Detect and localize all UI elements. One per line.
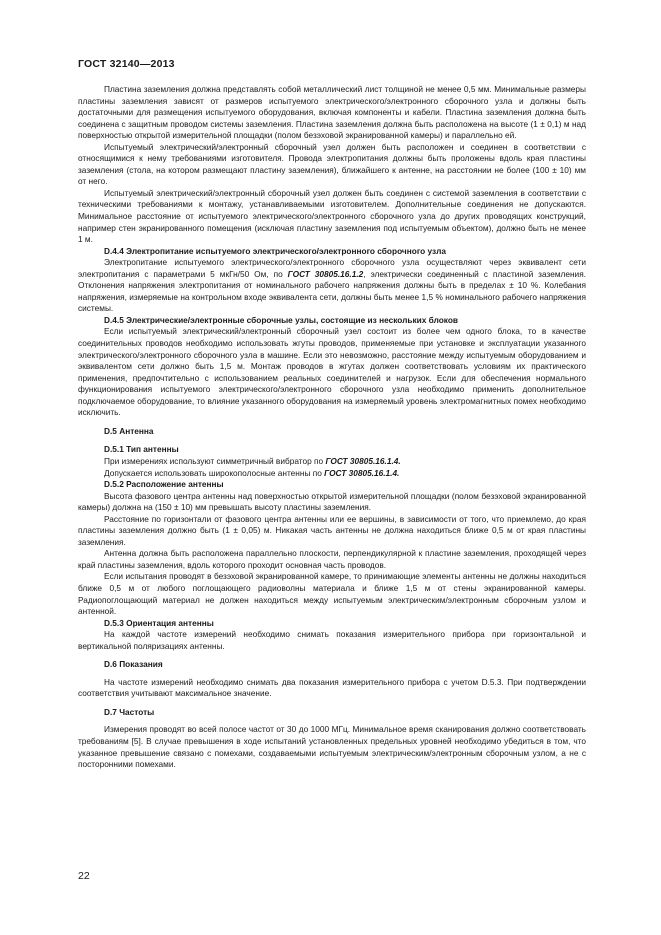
paragraph: Испытуемый электрический/электронный сборочный узел должен быть соединен с системой заземления в соответствии с техническими требованиями к монтажу, устанавливаемыми изготовителем. Дополнительные соединения не допускаются. Минимальное расстояние от испытуемого электрического/электронного сборочного узла до других проводящих конструкций, например стен экранированного помещения (исключая пластину заземления под испытуемым объектом), должно быть не менее 1 м. — [78, 187, 586, 245]
document-body — [78, 84, 586, 771]
section-heading: D.5 Антенна — [104, 425, 154, 436]
paragraph: Расстояние по горизонтали от фазового центра антенны или ее вершины, в зависимости от того, что приемлемо, до края пластины заземления должно быть (1 ± 0,05) м. Никакая часть антенны не должна находиться ближе 0,5 м от края пластины заземления. — [78, 513, 586, 547]
paragraph: Если испытания проводят в безэховой экранированной камере, то принимающие элементы антенны не должны находиться ближе 0,5 м от любого поглощающего радиоволны материала и ближе 1,5 м от стены экранированной камеры. Радиопоглощающий материал не должен находиться между испытуемым электрическим/электронным сборочным узлом и антенной. — [78, 571, 586, 617]
standard-reference: ГОСТ 30805.16.1.4. — [325, 455, 401, 466]
paragraph: Высота фазового центра антенны над поверхностью открытой измерительной площадки (полом безэховой экранированной камеры) должна на (150 ± 10) мм превышать высоту пластины заземления. — [78, 490, 586, 513]
paragraph: Пластина заземления должна представлять собой металлический лист толщиной не менее 0,5 мм. Минимальные размеры пластины заземления зависят от размеров испытуемого электрического/электронного сборочного узла и должны быть достаточными для размещения испытуемого оборудования, включая компоненты и кабели. Пластина заземления должна быть соединена с защитным проводом системы заземления. Пластина заземления должна быть расположена на высоте (1 ± 0,1) м над поверхностью открытой измерительной площадки (полом безэховой экранированной камеры) и параллельно ей. — [78, 84, 586, 141]
paragraph: Антенна должна быть расположена параллельно плоскости, перпендикулярной к пластине заземления, проходящей через край пластины заземления, вдоль которого проходит основная часть проводов. — [78, 548, 586, 570]
section-heading: D.5.2 Расположение антенны — [104, 479, 224, 490]
section-heading: D.6 Показания — [104, 659, 163, 670]
paragraph-text: При измерениях используют симметричный вибратор по — [104, 455, 326, 466]
paragraph-text: Электропитание испытуемого электрического/электронного сборочного узла осуществляют через эквивалент сети электропитания с параметрами 5 мкГн/50 Ом, по — [78, 257, 586, 279]
paragraph: На каждой частоте измерений необходимо снимать показания измерительного прибора при горизонтальной и вертикальной поляризациях антенны. — [78, 629, 586, 651]
paragraph: Испытуемый электрический/электронный сборочный узел должен быть расположен и соединен в соответствии с относящимися к нему требованиями изготовителя. Провода электропитания должны быть проложены вдоль края пластины заземления (стола, на котором размещают пластину заземления), ближайшего к антенне, на расстоянии не более (100 ± 10) мм от него. — [78, 141, 586, 187]
paragraph — [78, 456, 586, 468]
paragraph: Измерения проводят во всей полосе частот от 30 до 1000 МГц. Минимальное время сканирования должно соответствовать требованиям [5]. В случае превышения в ходе испытаний установленных предельных уровней необходимо убедиться в том, что указанное превышение связано с помехами, создаваемыми испытуемым электрическим/электронным сборочным узлом, а не с посторонними помехами. — [78, 724, 586, 770]
section-heading: D.5.3 Ориентация антенны — [104, 617, 214, 628]
section-heading: D.4.4 Электропитание испытуемого электрического/электронного сборочного узла — [104, 245, 446, 256]
section-heading: D.4.5 Электрические/электронные сборочные узлы, состоящие из нескольких блоков — [104, 314, 459, 325]
paragraph-text: Допускается использовать широкополосные антенны по — [104, 467, 325, 478]
paragraph-text: , электрически соединенный с пластиной заземления. Отклонения напряжения электропитания от номинального рабочего напряжения должны быть в пределах ± 10 %. Колебания напряжения, измеряемые на контрольном входе эквивалента сети, должны быть менее 1,5 % номинального рабочего напряжения системы. — [78, 268, 586, 314]
standard-reference: ГОСТ 30805.16.1.2 — [287, 268, 364, 279]
section-heading: D.5.1 Тип антенны — [104, 444, 179, 455]
paragraph — [78, 468, 586, 480]
paragraph — [78, 257, 586, 315]
standard-reference: ГОСТ 30805.16.1.4. — [324, 467, 400, 478]
page-number: 22 — [78, 870, 90, 882]
paragraph: Если испытуемый электрический/электронный сборочный узел состоит из более чем одного блока, то в качестве соединительных проводов необходимо использовать жгуты проводов, применяемые при установке и эксплуатации указанного электрического/электронного сборочного узла в машине. Если это невозможно, расстояние между испытуемым оборудованием и эквивалентом сети должно быть 1,5 м. Монтаж проводов в жгутах должен соответствовать условиям их практического применения, предпочтительно с использованием реальных соединителей и нагрузок. Если для обеспечения нормального функционирования испытуемого электрического/электронного сборочного узла необходимо применить дополнительное подключаемое оборудование, то влияние указанного оборудования на измеряемый уровень электромагнитных помех необходимо исключить. — [78, 326, 586, 418]
section-heading: D.7 Частоты — [104, 706, 155, 717]
paragraph: На частоте измерений необходимо снимать два показания измерительного прибора с учетом D.5.3. При подтверждении соответствия учитывают максимальное значение. — [78, 676, 586, 699]
document-header: ГОСТ 32140—2013 — [78, 58, 175, 70]
